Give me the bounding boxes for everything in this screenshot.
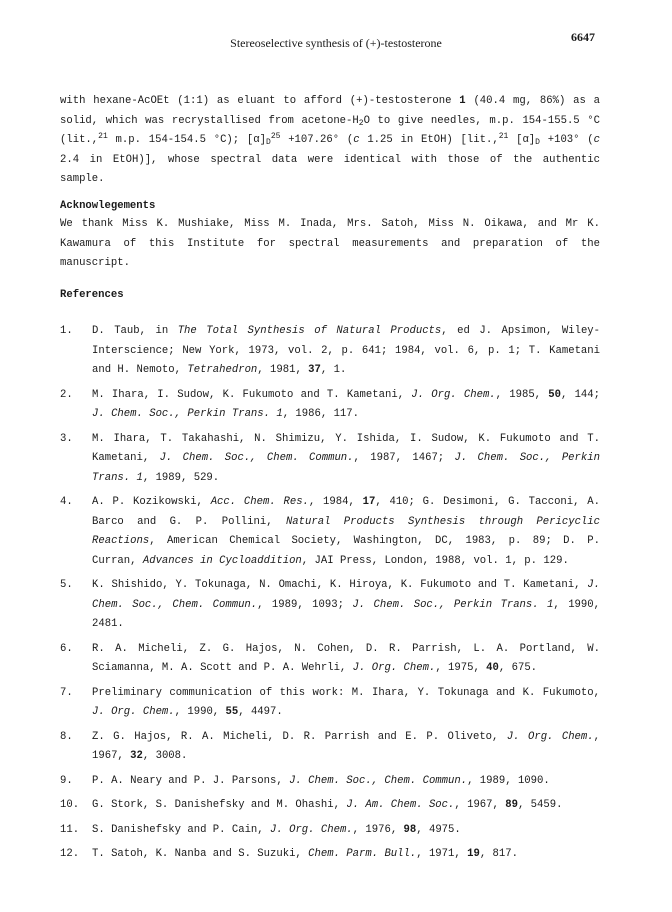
exp-text: +107.26° (: [280, 134, 354, 146]
reference-volume: 40: [486, 662, 499, 674]
compound-number: 1: [459, 95, 466, 107]
reference-volume: 32: [130, 750, 143, 762]
reference-italic-text: J. Org. Chem.: [506, 730, 594, 743]
reference-text: , 1990,: [174, 706, 226, 718]
reference-text: , 1.: [320, 364, 347, 376]
reference-italic-text: J. Chem. Soc., Chem. Commun.: [159, 452, 354, 464]
reference-text: , 1985,: [495, 388, 549, 401]
reference-number: 3.: [60, 432, 73, 445]
reference-text: , JAI Press, London, 1988, vol. 1, p. 129.: [301, 554, 569, 567]
exp-text: (40.4 mg, 86%) as a solid, which was recrystallised from acetone-H: [60, 95, 600, 127]
reference-number: 4.: [60, 496, 73, 508]
reference-number: 9.: [60, 774, 73, 787]
reference-number: 5.: [60, 579, 73, 591]
reference-text: D. Taub, in: [92, 325, 178, 337]
reference-text: , 1990, 2481.: [92, 598, 600, 630]
reference-italic-text: J. Chem. Soc., Chem. Commun.: [92, 579, 600, 611]
concentration-symbol: c: [593, 134, 601, 146]
reference-item: [60, 845, 600, 865]
reference-item: [60, 728, 600, 767]
reference-text: , 1989, 1093;: [257, 598, 353, 611]
reference-italic-text: Chem. Parm. Bull.: [308, 848, 417, 860]
reference-item: [60, 493, 600, 571]
reference-text: Z. G. Hajos, R. A. Micheli, D. R. Parrish and E. P. Oliveto,: [92, 730, 507, 743]
reference-text: , 1984,: [308, 496, 363, 508]
reference-number: 6.: [60, 642, 73, 655]
reference-italic-text: J. Chem. Soc., Perkin Trans. 1: [352, 598, 554, 611]
reference-item: [60, 772, 600, 792]
reference-volume: 17: [362, 496, 376, 508]
references-heading: References: [60, 289, 124, 301]
reference-italic-text: J. Chem. Soc., Perkin Trans. 1: [92, 408, 283, 420]
reference-text: S. Danishefsky and P. Cain,: [92, 823, 271, 836]
reference-text: , 1971,: [416, 848, 468, 860]
reference-text: A. P. Kozikowski,: [92, 496, 211, 508]
reference-text: , ed J. Apsimon, Wiley-Interscience; New York, 1973, vol. 2, p. 641; 1984, vol. 6, p. 1; T. Kametani and H. Nemoto,: [92, 325, 601, 376]
reference-text: , 4497.: [238, 706, 283, 718]
reference-number: 1.: [60, 325, 73, 337]
reference-volume: 50: [548, 388, 561, 401]
running-header: Stereoselective synthesis of (+)-testosterone: [230, 36, 442, 50]
reference-volume: 55: [225, 706, 239, 718]
reference-item: [60, 576, 600, 635]
subscript: D: [535, 138, 540, 147]
reference-italic-text: Natural Products Synthesis through Pericyclic Reactions: [92, 515, 601, 547]
reference-text: M. Ihara, I. Sudow, K. Fukumoto and T. Kametani,: [92, 388, 412, 401]
reference-text: , 1987, 1467;: [353, 452, 455, 464]
reference-volume: 89: [505, 799, 518, 811]
citation-superscript: 21: [498, 132, 509, 141]
superscript: 25: [270, 132, 281, 141]
reference-text: , 3008.: [142, 750, 188, 762]
reference-italic-text: J. Am. Chem. Soc.: [346, 799, 455, 811]
reference-text: P. A. Neary and P. J. Parsons,: [92, 774, 290, 787]
reference-item: [60, 821, 600, 841]
exp-text: m.p. 154-154.5 °C); [α]: [107, 134, 266, 146]
reference-number: 12.: [60, 848, 80, 860]
reference-italic-text: J. Org. Chem.: [411, 388, 496, 401]
reference-text: , 1975,: [435, 662, 487, 674]
reference-number: 11.: [60, 823, 80, 836]
reference-number: 2.: [60, 388, 73, 401]
reference-text: , 1989, 529.: [142, 471, 220, 484]
reference-text: , 4975.: [416, 823, 461, 836]
reference-number: 7.: [60, 686, 73, 699]
reference-text: , 1967,: [92, 730, 600, 762]
reference-item: [60, 386, 600, 425]
reference-list: [60, 322, 600, 865]
reference-italic-text: J. Org. Chem.: [92, 706, 175, 718]
reference-text: M. Ihara, T. Takahashi, N. Shimizu, Y. Ishida, I. Sudow, K. Fukumoto and T. Kametani,: [92, 432, 600, 464]
reference-number: 10.: [60, 799, 80, 811]
reference-text: , 1989, 1090.: [467, 774, 550, 787]
citation-superscript: 21: [98, 132, 108, 141]
reference-italic-text: J. Org. Chem.: [270, 823, 353, 836]
reference-number: 8.: [60, 730, 73, 743]
reference-italic-text: Tetrahedron: [187, 364, 258, 376]
exp-text: 1.25 in EtOH) [lit.,: [359, 134, 499, 146]
reference-volume: 37: [308, 364, 321, 376]
reference-text: K. Shishido, Y. Tokunaga, N. Omachi, K. Hiroya, K. Fukumoto and T. Kametani,: [92, 579, 588, 591]
subscript: 2: [358, 118, 364, 128]
reference-text: , 1986, 117.: [282, 408, 360, 420]
reference-text: , American Chemical Society, Washington, DC, 1983, p. 89; D. P. Curran,: [92, 535, 600, 567]
acknowledgements-text: We thank Miss K. Mushiake, Miss M. Inada, Mrs. Satoh, Miss N. Oikawa, and Mr K. Kawamura of this Institute for spectral measurements and preparation of the manuscript.: [60, 218, 600, 269]
reference-text: , 144;: [560, 388, 600, 401]
reference-item: [60, 640, 600, 679]
reference-text: , 1976,: [352, 823, 404, 836]
reference-item: [60, 796, 600, 816]
exp-text: with hexane-AcOEt (1:1) as eluant to afford (+)-testosterone: [60, 95, 460, 107]
reference-text: , 1967,: [454, 799, 506, 811]
reference-italic-text: The Total Synthesis of Natural Products: [177, 325, 442, 337]
concentration-symbol: c: [353, 134, 360, 146]
reference-text: , 410; G. Desimoni, G. Tacconi, A. Barco and G. P. Pollini,: [92, 496, 600, 528]
reference-text: , 675.: [498, 662, 538, 674]
exp-text: O to give needles, m.p. 154-155.5 °C (lit.,: [60, 114, 600, 146]
exp-text: +103° (: [539, 134, 594, 146]
exp-text: 2.4 in EtOH)], whose spectral data were identical with those of the authentic sample.: [60, 153, 600, 185]
reference-text: , 817.: [479, 848, 518, 860]
reference-italic-text: J. Org. Chem.: [352, 662, 436, 674]
reference-text: R. A. Micheli, Z. G. Hajos, N. Cohen, D. R. Parrish, L. A. Portland, W. Sciamanna, M. A. Scott and P. A. Wehrli,: [92, 642, 600, 674]
reference-text: , 1981,: [257, 364, 309, 376]
reference-item: [60, 684, 600, 723]
reference-italic-text: J. Chem. Soc., Perkin Trans. 1: [92, 452, 600, 484]
reference-item: [60, 430, 600, 489]
experimental-paragraph: [60, 92, 600, 190]
reference-volume: 19: [467, 848, 480, 860]
reference-italic-text: J. Chem. Soc., Chem. Commun.: [289, 774, 468, 787]
reference-italic-text: Advances in Cycloaddition: [142, 554, 302, 567]
reference-text: Preliminary communication of this work: M. Ihara, Y. Tokunaga and K. Fukumoto,: [92, 686, 600, 699]
reference-text: , 5459.: [517, 799, 563, 811]
reference-italic-text: Acc. Chem. Res.: [210, 496, 309, 508]
reference-text: G. Stork, S. Danishefsky and M. Ohashi,: [92, 799, 347, 811]
reference-volume: 98: [403, 823, 417, 836]
subscript: D: [266, 138, 271, 147]
acknowledgements-heading: Acknowlegements: [60, 200, 156, 212]
reference-text: T. Satoh, K. Nanba and S. Suzuki,: [92, 848, 309, 860]
reference-item: [60, 322, 600, 381]
exp-text: [α]: [508, 134, 536, 146]
page-number: 6647: [571, 30, 595, 44]
